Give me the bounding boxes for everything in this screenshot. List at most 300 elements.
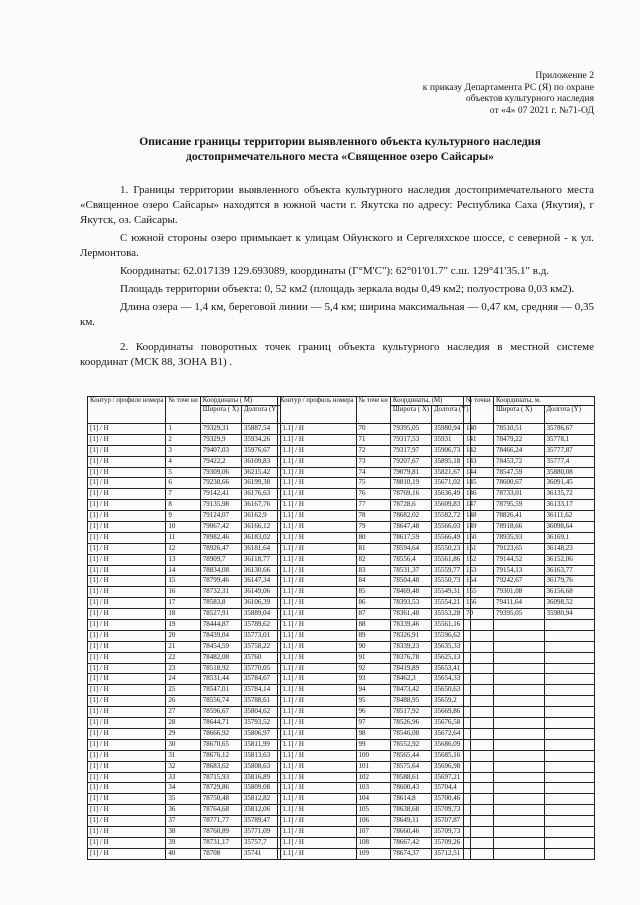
table-cell: 78454,59 — [200, 641, 241, 652]
table-row — [278, 630, 471, 641]
table-row — [88, 761, 281, 772]
table-cell: 78600,67 — [493, 478, 544, 489]
table-row — [88, 718, 281, 729]
paragraph-area: Площадь территории объекта: 0, 52 км2 (площадь зеркала воды 0,49 км2; полуострова 0,03 км2). — [120, 283, 575, 295]
table-row — [278, 772, 471, 783]
table-cell: 78583,8 — [200, 598, 241, 609]
table-cell: 79154,13 — [493, 565, 544, 576]
table-row — [88, 837, 281, 848]
table-cell: [1] / Н — [88, 685, 166, 696]
table-row — [278, 750, 471, 761]
table-cell: 79395,05 — [390, 424, 431, 435]
table-row — [278, 532, 471, 543]
table-row — [278, 816, 471, 827]
table-cell — [544, 794, 595, 805]
table-cell: 78638,68 — [390, 805, 431, 816]
table-row — [88, 478, 281, 489]
table-cell: 78444,87 — [200, 620, 241, 631]
table-cell: 12 — [166, 543, 200, 554]
table-cell: 35812,82 — [241, 794, 280, 805]
table-row — [278, 522, 471, 533]
table-cell: 78771,77 — [200, 816, 241, 827]
table-cell: 78674,37 — [390, 848, 431, 859]
table-cell: 35582,72 — [432, 511, 471, 522]
table-cell: 78546,08 — [390, 728, 431, 739]
table-row — [278, 620, 471, 631]
table-cell: 35804,62 — [241, 707, 280, 718]
table-cell — [464, 783, 494, 794]
table-row — [278, 848, 471, 859]
annex-line-1: Приложение 2 — [535, 70, 594, 81]
table-cell: [1] / Н — [88, 696, 166, 707]
table-row — [278, 467, 471, 478]
table-cell: [1.1] / Н — [278, 587, 357, 598]
table-row — [464, 761, 595, 772]
table-cell: [1] / Н — [88, 783, 166, 794]
table-row — [278, 674, 471, 685]
table-cell: 36133,17 — [544, 500, 595, 511]
table-cell: [1] / Н — [88, 794, 166, 805]
table-cell: [1.1] / Н — [278, 663, 357, 674]
table-cell: 36179,76 — [544, 576, 595, 587]
table-row — [88, 522, 281, 533]
table-cell: 23 — [166, 663, 200, 674]
table-cell: 35553,28 — [432, 609, 471, 620]
table-cell: 35707,87 — [432, 816, 471, 827]
title-line-2: достопримечательного места «Священное озеро Сайсары» — [186, 150, 494, 163]
table-row — [88, 783, 281, 794]
table-cell: 9 — [166, 511, 200, 522]
table-cell: 78649,11 — [390, 816, 431, 827]
table-cell: 87 — [356, 609, 390, 620]
table-cell: [1.1] / Н — [278, 565, 357, 576]
table-cell: [1.1] / Н — [278, 532, 357, 543]
table-cell: 3 — [166, 445, 200, 456]
table-cell — [544, 739, 595, 750]
table-cell: 78728,6 — [390, 500, 431, 511]
table-cell — [544, 848, 595, 859]
table-cell: 78393,53 — [390, 598, 431, 609]
table-row — [464, 620, 595, 631]
table-row — [88, 598, 281, 609]
table-cell: [1] / Н — [88, 467, 166, 478]
table-row — [464, 728, 595, 739]
header-x: Широта ( X) — [200, 406, 241, 424]
table-cell: [1] / Н — [88, 761, 166, 772]
table-cell: 35709,73 — [432, 805, 471, 816]
table-row — [278, 707, 471, 718]
table-cell: [1.1] / Н — [278, 511, 357, 522]
table-cell: 35789,47 — [241, 816, 280, 827]
table-cell: [1] / Н — [88, 445, 166, 456]
table-cell — [464, 739, 494, 750]
table-cell — [544, 837, 595, 848]
table-cell: [1] / Н — [88, 478, 166, 489]
table-row — [88, 456, 281, 467]
table-cell: 79144,52 — [493, 554, 544, 565]
table-cell — [493, 761, 544, 772]
table-cell: 143 — [464, 456, 494, 467]
table-cell: 78596,67 — [200, 707, 241, 718]
table-cell: 18 — [166, 609, 200, 620]
table-cell: 74 — [356, 467, 390, 478]
table-row — [278, 641, 471, 652]
table-cell: 35559,77 — [432, 565, 471, 576]
table-cell: 153 — [464, 565, 494, 576]
table-cell: 78527,91 — [200, 609, 241, 620]
table-cell: [1.1] / Н — [278, 848, 357, 859]
table-cell: [1] / Н — [88, 522, 166, 533]
table-cell: 78510,51 — [493, 424, 544, 435]
table-cell — [544, 641, 595, 652]
table-cell: 5 — [166, 467, 200, 478]
table-cell: [1.1] / Н — [278, 696, 357, 707]
title-line-1: Описание границы территории выявленного объекта культурного наследия — [139, 135, 541, 148]
table-cell: 78376,78 — [390, 652, 431, 663]
table-cell — [493, 718, 544, 729]
table-cell: 36135,72 — [544, 489, 595, 500]
table-row — [278, 761, 471, 772]
table-cell: 4 — [166, 456, 200, 467]
table-row — [464, 587, 595, 598]
table-cell: 35777,4 — [544, 456, 595, 467]
table-row — [88, 728, 281, 739]
table-cell — [544, 663, 595, 674]
table-row — [88, 434, 281, 445]
table-cell — [544, 772, 595, 783]
table-cell: 78339,46 — [390, 620, 431, 631]
table-cell: 78834,08 — [200, 565, 241, 576]
table-cell: [1] / Н — [88, 511, 166, 522]
annex-line-3: объектов культурного наследия — [465, 93, 594, 105]
table-cell: 35686,09 — [432, 739, 471, 750]
table-cell: 105 — [356, 805, 390, 816]
table-cell: [1.1] / Н — [278, 424, 357, 435]
table-cell: 35793,52 — [241, 718, 280, 729]
table-cell: 78531,37 — [390, 565, 431, 576]
table-cell — [493, 826, 544, 837]
table-cell: 35549,31 — [432, 587, 471, 598]
table-cell: 35757,7 — [241, 837, 280, 848]
table-cell: 35821,67 — [432, 467, 471, 478]
table-cell — [493, 707, 544, 718]
table-cell: 36156,68 — [544, 587, 595, 598]
table-cell: 78361,48 — [390, 609, 431, 620]
table-cell — [464, 674, 494, 685]
table-cell: 11 — [166, 532, 200, 543]
table-row — [88, 805, 281, 816]
header-contour-2: Контур / профиль номера — [278, 397, 357, 424]
table-row — [278, 543, 471, 554]
table-cell: [1.1] / Н — [278, 837, 357, 848]
table-cell: 78926,47 — [200, 543, 241, 554]
table-cell: 77 — [356, 500, 390, 511]
table-cell: 35671,02 — [432, 478, 471, 489]
table-cell: 27 — [166, 707, 200, 718]
table-block-3 — [463, 396, 595, 860]
table-row — [464, 718, 595, 729]
table-cell — [544, 620, 595, 631]
table-cell — [493, 652, 544, 663]
table-row — [278, 783, 471, 794]
table-cell: [1.1] / Н — [278, 467, 357, 478]
table-cell: 78600,43 — [390, 783, 431, 794]
table-cell: [1] / Н — [88, 772, 166, 783]
table-cell: 78547,59 — [493, 467, 544, 478]
coordinates-table — [87, 396, 595, 885]
table-row — [464, 794, 595, 805]
paragraph-dimensions: Длина озера — 1,4 км, береговой линии — 5,4 км; ширина максимальная — 0,47 км, средняя — 0,35 км. — [80, 301, 594, 328]
table-cell: [1.1] / Н — [278, 576, 357, 587]
table-cell: 91 — [356, 652, 390, 663]
table-cell: 84 — [356, 576, 390, 587]
table-cell — [464, 652, 494, 663]
table-cell: 36163,77 — [544, 565, 595, 576]
table-cell: [1] / Н — [88, 739, 166, 750]
table-cell: 78660,46 — [390, 826, 431, 837]
table-cell: 25 — [166, 685, 200, 696]
table-cell — [493, 728, 544, 739]
table-row — [88, 489, 281, 500]
table-cell: 78339,23 — [390, 641, 431, 652]
table-cell: 78588,61 — [390, 772, 431, 783]
table-cell: 35676,58 — [432, 718, 471, 729]
table-cell: 36215,42 — [241, 467, 280, 478]
table-cell: 36199,38 — [241, 478, 280, 489]
table-cell: 36149,06 — [241, 587, 280, 598]
table-row — [464, 772, 595, 783]
table-cell: 36169,1 — [544, 532, 595, 543]
table-cell: 78556,74 — [200, 696, 241, 707]
table-cell: 79 — [356, 522, 390, 533]
table-cell: 29 — [166, 728, 200, 739]
table-cell: 36181,64 — [241, 543, 280, 554]
table-block-1 — [87, 396, 281, 860]
table-cell: 35895,18 — [432, 456, 471, 467]
table-cell: 78439,04 — [200, 630, 241, 641]
table-row — [464, 826, 595, 837]
table-cell: 32 — [166, 761, 200, 772]
table-cell: 94 — [356, 685, 390, 696]
table-cell — [464, 750, 494, 761]
table-cell: 78750,48 — [200, 794, 241, 805]
table-cell: 104 — [356, 794, 390, 805]
table-row — [88, 511, 281, 522]
table-cell — [464, 837, 494, 848]
table-cell: 2 — [166, 434, 200, 445]
table-cell: [1.1] / Н — [278, 652, 357, 663]
table-row — [464, 609, 595, 620]
table-cell — [493, 674, 544, 685]
table-row — [88, 685, 281, 696]
table-row — [88, 532, 281, 543]
table-row — [278, 434, 471, 445]
table-cell: [1] / Н — [88, 532, 166, 543]
table-row — [464, 816, 595, 827]
table-cell: 151 — [464, 543, 494, 554]
table-cell: 78 — [356, 511, 390, 522]
table-cell: 78935,93 — [493, 532, 544, 543]
table-cell: 13 — [166, 554, 200, 565]
table-cell: 109 — [356, 848, 390, 859]
table-cell: 16 — [166, 587, 200, 598]
table-cell: 146 — [464, 489, 494, 500]
header-contour: Контур / профиле номера — [88, 397, 166, 424]
table-cell: 36152,06 — [544, 554, 595, 565]
table-cell: 35784,14 — [241, 685, 280, 696]
table-cell — [493, 663, 544, 674]
table-cell — [464, 718, 494, 729]
table-cell: 35976,67 — [241, 445, 280, 456]
table-cell: 88 — [356, 620, 390, 631]
table-cell: 36148,23 — [544, 543, 595, 554]
table-row — [278, 565, 471, 576]
table-cell: [1.1] / Н — [278, 674, 357, 685]
table-cell: 15 — [166, 576, 200, 587]
table-row — [464, 630, 595, 641]
table-cell: 35704,4 — [432, 783, 471, 794]
table-cell: 93 — [356, 674, 390, 685]
table-cell — [544, 816, 595, 827]
table-cell: [1] / Н — [88, 641, 166, 652]
table-cell: 35653,41 — [432, 663, 471, 674]
table-row — [278, 696, 471, 707]
table-cell — [493, 848, 544, 859]
table-cell: 141 — [464, 434, 494, 445]
table-cell: 35778,1 — [544, 434, 595, 445]
table-cell: 36162,9 — [241, 511, 280, 522]
table-cell: [1.1] / Н — [278, 609, 357, 620]
table-row — [278, 739, 471, 750]
table-cell — [464, 685, 494, 696]
table-cell — [493, 750, 544, 761]
table-cell: [1.1] / Н — [278, 630, 357, 641]
table-row — [88, 467, 281, 478]
table-cell: [1] / Н — [88, 848, 166, 859]
table-cell: [1] / Н — [88, 663, 166, 674]
table-cell: 24 — [166, 674, 200, 685]
table-cell: 78982,46 — [200, 532, 241, 543]
table-cell: [1.1] / Н — [278, 794, 357, 805]
table-row — [464, 837, 595, 848]
table-cell — [464, 826, 494, 837]
table-cell: 79079,81 — [390, 467, 431, 478]
table-row — [88, 576, 281, 587]
table-cell: 81 — [356, 543, 390, 554]
table-cell: 83 — [356, 565, 390, 576]
table-row — [464, 532, 595, 543]
table-cell: 35811,99 — [241, 739, 280, 750]
table-cell — [493, 794, 544, 805]
table-cell: 78715,93 — [200, 772, 241, 783]
paragraph-borders: 1. Границы территории выявленного объекта культурного наследия достопримечательного места «Священное озеро Сайсары» находятся в южной части г. Якутска по адресу: Республика Саха (Якутия), г Якутск, оз. Сайсары. — [80, 184, 594, 226]
table-cell: 78326,91 — [390, 630, 431, 641]
table-cell: [1.1] / Н — [278, 783, 357, 794]
table-row — [464, 478, 595, 489]
table-cell: 78466,24 — [493, 445, 544, 456]
table-row — [464, 739, 595, 750]
table-cell: 35980,94 — [544, 609, 595, 620]
table-cell — [544, 718, 595, 729]
table-cell: 78795,59 — [493, 500, 544, 511]
paragraph-coordinates: Координаты: 62.017139 129.693089, координаты (Г°М'С"): 62°01'01.7" с.ш. 129°41'35.1" в.д. — [120, 265, 550, 277]
table-cell — [464, 663, 494, 674]
table-cell: [1] / Н — [88, 587, 166, 598]
table-cell: [1] / Н — [88, 609, 166, 620]
table-row — [464, 685, 595, 696]
table-cell: 39 — [166, 837, 200, 848]
table-cell — [544, 707, 595, 718]
table-cell: 78760,89 — [200, 826, 241, 837]
table-row — [464, 696, 595, 707]
table-row — [278, 837, 471, 848]
table-cell: [1] / Н — [88, 652, 166, 663]
table-cell: 35889,04 — [241, 609, 280, 620]
table-cell — [544, 783, 595, 794]
table-cell: 17 — [166, 598, 200, 609]
table-cell: 79123,65 — [493, 543, 544, 554]
table-cell: 35636,49 — [432, 489, 471, 500]
table-cell: 78682,02 — [390, 511, 431, 522]
table-cell: 78799,46 — [200, 576, 241, 587]
table-cell: 78729,86 — [200, 783, 241, 794]
table-cell: 19 — [166, 620, 200, 631]
annex-header — [364, 70, 594, 116]
header-y-3: Долгота (Y) — [544, 406, 595, 424]
table-cell: 35806,97 — [241, 728, 280, 739]
table-cell: 36109,83 — [241, 456, 280, 467]
table-cell: 35669,86 — [432, 707, 471, 718]
table-row — [464, 805, 595, 816]
table-cell: [1.1] / Н — [278, 826, 357, 837]
table-cell — [464, 728, 494, 739]
table-cell: 40 — [166, 848, 200, 859]
table-cell: 35712,51 — [432, 848, 471, 859]
table-cell: 150 — [464, 532, 494, 543]
table-cell: [1] / Н — [88, 620, 166, 631]
table-cell: 78810,19 — [390, 478, 431, 489]
table-row — [278, 554, 471, 565]
table-cell: 35812,06 — [241, 805, 280, 816]
table-row — [88, 630, 281, 641]
table-cell: 35980,94 — [432, 424, 471, 435]
table-row — [88, 826, 281, 837]
header-coords-2: Координаты, (М) — [390, 397, 471, 406]
table-cell: 78909,7 — [200, 554, 241, 565]
table-cell: 78826,41 — [493, 511, 544, 522]
table-row — [464, 707, 595, 718]
table-cell: 78918,66 — [493, 522, 544, 533]
header-x-2: Широта ( X) — [390, 406, 431, 424]
table-row — [88, 641, 281, 652]
table-cell: 35566,03 — [432, 522, 471, 533]
table-cell: [1.1] / Н — [278, 434, 357, 445]
table-cell: 70 — [464, 609, 494, 620]
table-cell: 144 — [464, 467, 494, 478]
table-cell: 96 — [356, 707, 390, 718]
table-cell: 78666,92 — [200, 728, 241, 739]
table-cell: [1] / Н — [88, 424, 166, 435]
table-cell: 78504,48 — [390, 576, 431, 587]
table-cell: [1.1] / Н — [278, 739, 357, 750]
table-cell: [1.1] / Н — [278, 543, 357, 554]
table-cell: 79142,41 — [200, 489, 241, 500]
table-cell: 78469,48 — [390, 587, 431, 598]
table-cell: [1] / Н — [88, 489, 166, 500]
table-row — [464, 467, 595, 478]
table-cell: 78769,16 — [390, 489, 431, 500]
table-cell: 78552,92 — [390, 739, 431, 750]
